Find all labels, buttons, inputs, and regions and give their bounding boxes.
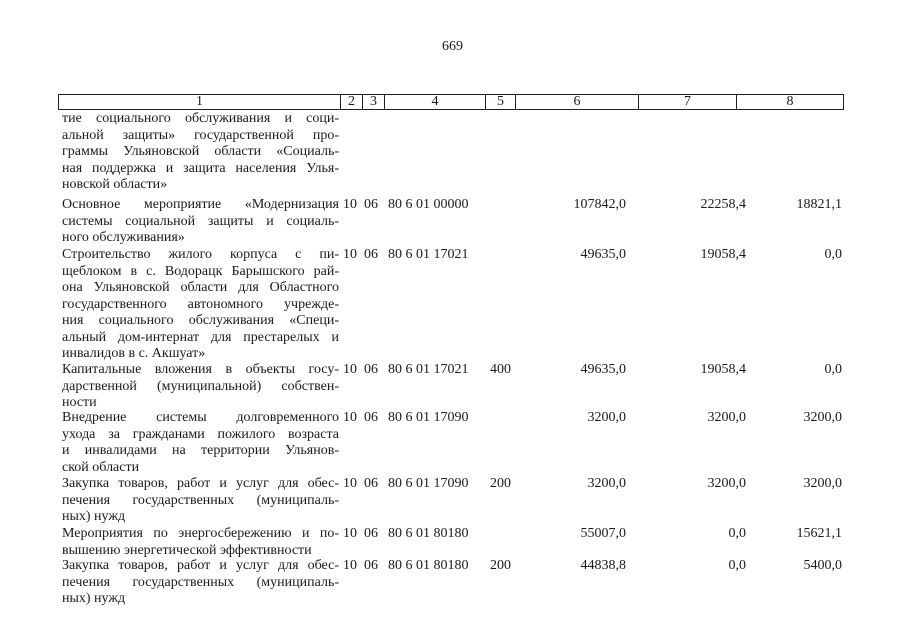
cell-v6: 3200,0	[587, 410, 626, 425]
page-number: 669	[442, 39, 463, 54]
description-line: Мероприятия по энергосбережению и по-	[62, 526, 339, 541]
row-description	[62, 558, 339, 608]
cell-v7: 19058,4	[700, 247, 746, 262]
cell-v7: 3200,0	[707, 410, 746, 425]
cell-v8: 3200,0	[803, 476, 842, 491]
cell-v8: 5400,0	[803, 558, 842, 573]
description-line: она Ульяновской области для Областного	[62, 280, 339, 295]
description-line: граммы Ульяновской области «Социаль-	[62, 144, 339, 159]
description-line: Закупка товаров, работ и услуг для обес-	[62, 476, 339, 491]
description-line: тие социального обслуживания и соци-	[62, 111, 339, 126]
description-line: вышению энергетической эффективности	[62, 542, 312, 558]
description-line: Строительство жилого корпуса с пи-	[62, 247, 339, 262]
header-col-3: 3	[363, 95, 385, 109]
row-description	[62, 197, 339, 247]
cell-csr: 80 6 01 17021	[388, 362, 469, 377]
cell-v8: 3200,0	[803, 410, 842, 425]
cell-csr: 80 6 01 17021	[388, 247, 469, 262]
row-description	[62, 526, 339, 559]
cell-v6: 49635,0	[580, 247, 626, 262]
cell-v8: 0,0	[824, 362, 842, 377]
description-line: альной защиты» государственной про-	[62, 127, 339, 143]
description-line: инвалидов в с. Акшуат»	[62, 346, 206, 361]
cell-v8: 0,0	[824, 247, 842, 262]
cell-sec: 10	[343, 526, 357, 541]
description-line: Закупка товаров, работ и услуг для обес-	[62, 558, 339, 573]
header-col-6: 6	[516, 95, 639, 109]
cell-csr: 80 6 01 17090	[388, 476, 469, 491]
header-col-8: 8	[786, 94, 794, 109]
description-line: Внедрение системы долговременного	[62, 410, 339, 425]
cell-sec: 10	[343, 247, 357, 262]
row-description	[62, 476, 339, 526]
row-description	[62, 247, 339, 363]
header-col-4: 4	[385, 95, 486, 109]
cell-v8: 18821,1	[796, 197, 842, 212]
description-line: и инвалидами на территории Ульянов-	[62, 443, 339, 458]
description-line: ных) нужд	[62, 509, 126, 524]
cell-sec: 10	[343, 558, 357, 573]
cell-v6: 107842,0	[573, 197, 626, 212]
description-line: печения государственных (муниципаль-	[62, 574, 339, 590]
header-col-2: 2	[341, 95, 363, 109]
header-col-7: 7	[639, 95, 737, 109]
cell-v7: 0,0	[728, 526, 746, 541]
cell-sub: 06	[364, 558, 378, 573]
header-col-5: 5	[486, 95, 516, 109]
cell-v6: 55007,0	[580, 526, 626, 541]
cell-sub: 06	[364, 410, 378, 425]
description-line: новской области»	[62, 177, 168, 192]
description-line: ности	[62, 395, 97, 410]
cell-v7: 0,0	[728, 558, 746, 573]
cell-csr: 80 6 01 80180	[388, 526, 469, 541]
cell-sub: 06	[364, 362, 378, 377]
cell-sub: 06	[364, 197, 378, 212]
row-description	[62, 111, 339, 194]
cell-v8: 15621,1	[796, 526, 842, 541]
cell-sec: 10	[343, 362, 357, 377]
cell-v7: 22258,4	[700, 197, 746, 212]
description-line: ской области	[62, 459, 140, 475]
row-description	[62, 362, 339, 412]
cell-v6: 44838,8	[580, 558, 626, 573]
cell-vr: 200	[490, 476, 511, 491]
cell-sub: 06	[364, 526, 378, 541]
cell-sec: 10	[343, 410, 357, 425]
description-line: печения государственных (муниципаль-	[62, 492, 339, 508]
cell-v7: 3200,0	[707, 476, 746, 491]
description-line: ная поддержка и защита населения Улья-	[62, 160, 339, 176]
description-line: государственного автономного учрежде-	[62, 296, 339, 312]
cell-v7: 19058,4	[700, 362, 746, 377]
description-line: дарственной (муниципальной) собствен-	[62, 378, 339, 394]
description-line: Капитальные вложения в объекты госу-	[62, 362, 339, 377]
description-line: щеблоком в с. Водорацк Барышского рай-	[62, 263, 339, 279]
row-description	[62, 410, 339, 476]
cell-vr: 400	[490, 362, 511, 377]
cell-csr: 80 6 01 17090	[388, 410, 469, 425]
description-line: системы социальной защиты и социаль-	[62, 213, 339, 229]
description-line: Основное мероприятие «Модернизация	[62, 197, 339, 212]
table-header	[58, 94, 844, 110]
cell-sec: 10	[343, 197, 357, 212]
cell-csr: 80 6 01 00000	[388, 197, 469, 212]
description-line: ния социального обслуживания «Специ-	[62, 313, 339, 328]
description-line: ного обслуживания»	[62, 230, 185, 245]
description-line: альный дом-интернат для престарелых и	[62, 329, 339, 345]
cell-csr: 80 6 01 80180	[388, 558, 469, 573]
cell-sub: 06	[364, 247, 378, 262]
cell-v6: 49635,0	[580, 362, 626, 377]
cell-sec: 10	[343, 476, 357, 491]
cell-sub: 06	[364, 476, 378, 491]
description-line: ных) нужд	[62, 591, 126, 606]
cell-v6: 3200,0	[587, 476, 626, 491]
header-col-1: 1	[59, 95, 341, 109]
description-line: ухода за гражданами пожилого возраста	[62, 426, 339, 442]
cell-vr: 200	[490, 558, 511, 573]
